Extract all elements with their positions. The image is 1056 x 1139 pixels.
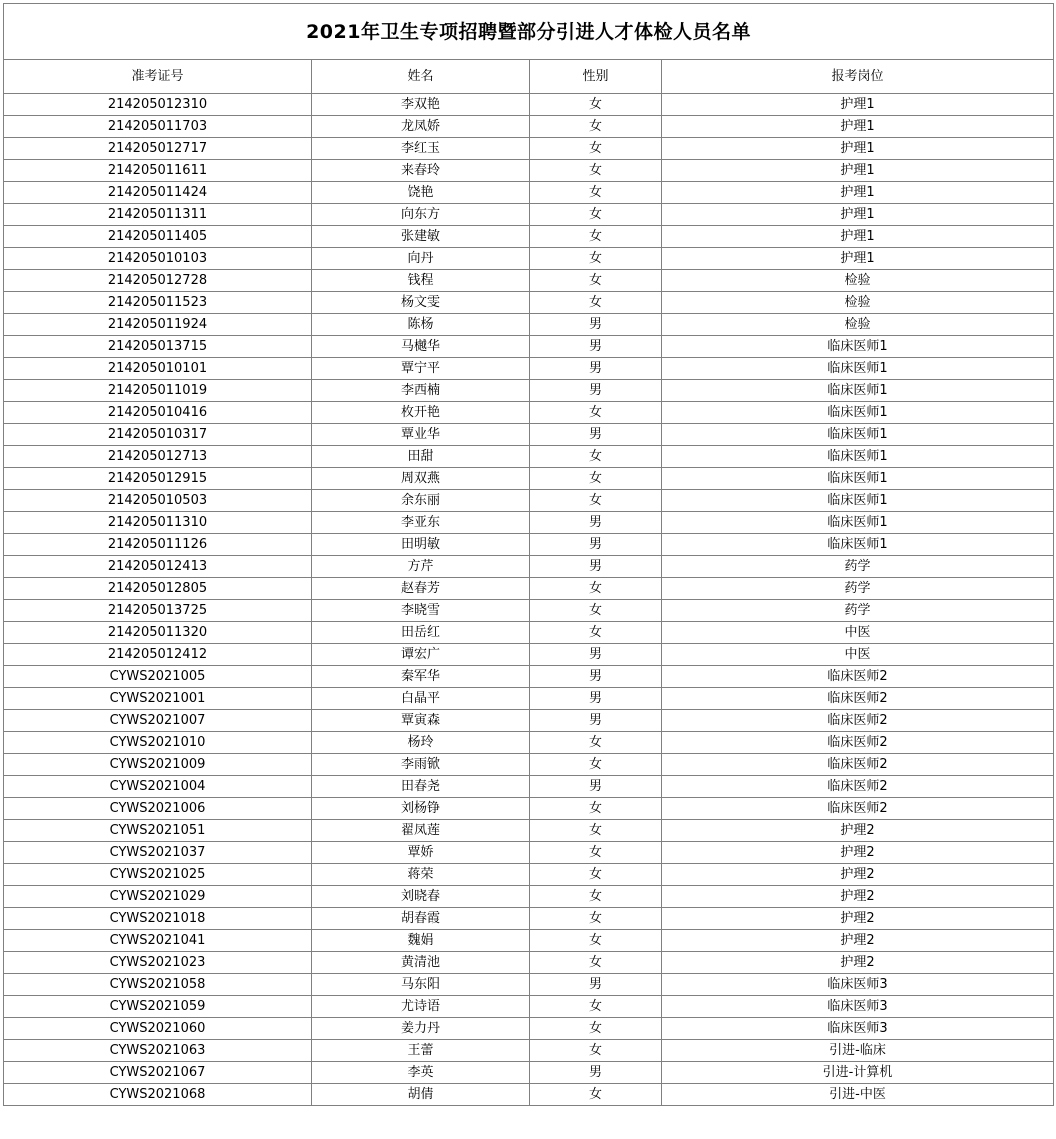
- exam-id-cell: CYWS2021018: [4, 908, 312, 930]
- gender-cell: 男: [530, 644, 662, 666]
- gender-cell: 男: [530, 424, 662, 446]
- exam-id-cell: 214205010101: [4, 358, 312, 380]
- table-row: [4, 754, 1054, 776]
- exam-id-cell: 214205011405: [4, 226, 312, 248]
- gender-cell: 女: [530, 754, 662, 776]
- gender-cell: 女: [530, 578, 662, 600]
- gender-cell: 男: [530, 666, 662, 688]
- name-cell: 胡春霞: [312, 908, 530, 930]
- position-cell: 药学: [662, 600, 1054, 622]
- gender-cell: 女: [530, 798, 662, 820]
- name-cell: 刘杨铮: [312, 798, 530, 820]
- name-cell: 胡倩: [312, 1084, 530, 1106]
- table-row: [4, 710, 1054, 732]
- position-cell: 临床医师1: [662, 402, 1054, 424]
- position-cell: 护理1: [662, 204, 1054, 226]
- name-cell: 向东方: [312, 204, 530, 226]
- table-row: [4, 952, 1054, 974]
- gender-cell: 女: [530, 292, 662, 314]
- name-cell: 李晓雪: [312, 600, 530, 622]
- gender-cell: 女: [530, 820, 662, 842]
- exam-id-cell: CYWS2021067: [4, 1062, 312, 1084]
- table-row: [4, 600, 1054, 622]
- position-cell: 护理2: [662, 864, 1054, 886]
- exam-id-cell: CYWS2021010: [4, 732, 312, 754]
- position-cell: 临床医师3: [662, 974, 1054, 996]
- gender-cell: 女: [530, 182, 662, 204]
- exam-id-cell: 214205010503: [4, 490, 312, 512]
- position-cell: 引进-计算机: [662, 1062, 1054, 1084]
- gender-cell: 女: [530, 1084, 662, 1106]
- gender-cell: 男: [530, 380, 662, 402]
- exam-id-cell: CYWS2021009: [4, 754, 312, 776]
- table-row: [4, 556, 1054, 578]
- gender-cell: 女: [530, 248, 662, 270]
- table-row: [4, 490, 1054, 512]
- position-cell: 护理1: [662, 160, 1054, 182]
- position-cell: 临床医师3: [662, 1018, 1054, 1040]
- name-cell: 马东阳: [312, 974, 530, 996]
- exam-id-cell: 214205013715: [4, 336, 312, 358]
- gender-cell: 女: [530, 468, 662, 490]
- name-cell: 白晶平: [312, 688, 530, 710]
- position-cell: 药学: [662, 578, 1054, 600]
- position-cell: 临床医师1: [662, 336, 1054, 358]
- exam-id-cell: CYWS2021060: [4, 1018, 312, 1040]
- exam-id-cell: 214205011703: [4, 116, 312, 138]
- gender-cell: 男: [530, 974, 662, 996]
- gender-cell: 女: [530, 1040, 662, 1062]
- name-cell: 李红玉: [312, 138, 530, 160]
- column-header-name: 姓名: [312, 60, 530, 94]
- table-row: [4, 182, 1054, 204]
- gender-cell: 女: [530, 864, 662, 886]
- table-row: [4, 578, 1054, 600]
- gender-cell: 女: [530, 160, 662, 182]
- position-cell: 护理1: [662, 248, 1054, 270]
- exam-id-cell: CYWS2021004: [4, 776, 312, 798]
- position-cell: 引进-临床: [662, 1040, 1054, 1062]
- gender-cell: 女: [530, 908, 662, 930]
- exam-id-cell: 214205010317: [4, 424, 312, 446]
- position-cell: 临床医师2: [662, 798, 1054, 820]
- table-row: [4, 534, 1054, 556]
- gender-cell: 男: [530, 710, 662, 732]
- gender-cell: 男: [530, 556, 662, 578]
- name-cell: 覃业华: [312, 424, 530, 446]
- name-cell: 黄清池: [312, 952, 530, 974]
- exam-id-cell: CYWS2021001: [4, 688, 312, 710]
- exam-id-cell: 214205011019: [4, 380, 312, 402]
- position-cell: 引进-中医: [662, 1084, 1054, 1106]
- name-cell: 尤诗语: [312, 996, 530, 1018]
- table-row: [4, 468, 1054, 490]
- gender-cell: 女: [530, 996, 662, 1018]
- gender-cell: 女: [530, 402, 662, 424]
- table-row: [4, 116, 1054, 138]
- exam-id-cell: 214205011523: [4, 292, 312, 314]
- exam-id-cell: 214205011310: [4, 512, 312, 534]
- exam-id-cell: CYWS2021051: [4, 820, 312, 842]
- name-cell: 杨玲: [312, 732, 530, 754]
- name-cell: 余东丽: [312, 490, 530, 512]
- gender-cell: 女: [530, 842, 662, 864]
- name-cell: 龙凤娇: [312, 116, 530, 138]
- name-cell: 李英: [312, 1062, 530, 1084]
- name-cell: 向丹: [312, 248, 530, 270]
- gender-cell: 女: [530, 732, 662, 754]
- position-cell: 临床医师1: [662, 358, 1054, 380]
- name-cell: 覃娇: [312, 842, 530, 864]
- table-row: [4, 930, 1054, 952]
- position-cell: 护理1: [662, 138, 1054, 160]
- exam-id-cell: CYWS2021023: [4, 952, 312, 974]
- gender-cell: 男: [530, 358, 662, 380]
- name-cell: 来春玲: [312, 160, 530, 182]
- table-row: [4, 314, 1054, 336]
- position-cell: 临床医师2: [662, 666, 1054, 688]
- position-cell: 药学: [662, 556, 1054, 578]
- exam-id-cell: 214205012412: [4, 644, 312, 666]
- exam-id-cell: 214205012805: [4, 578, 312, 600]
- table-row: [4, 974, 1054, 996]
- gender-cell: 男: [530, 512, 662, 534]
- table-row: [4, 776, 1054, 798]
- position-cell: 护理2: [662, 820, 1054, 842]
- gender-cell: 男: [530, 336, 662, 358]
- name-cell: 谭宏广: [312, 644, 530, 666]
- gender-cell: 女: [530, 94, 662, 116]
- table-row: [4, 512, 1054, 534]
- table-row: [4, 226, 1054, 248]
- position-cell: 检验: [662, 292, 1054, 314]
- exam-id-cell: 214205010103: [4, 248, 312, 270]
- table-row: [4, 1018, 1054, 1040]
- position-cell: 护理1: [662, 94, 1054, 116]
- name-cell: 李雨锨: [312, 754, 530, 776]
- position-cell: 护理2: [662, 908, 1054, 930]
- name-cell: 魏娟: [312, 930, 530, 952]
- name-cell: 饶艳: [312, 182, 530, 204]
- table-row: [4, 842, 1054, 864]
- position-cell: 护理2: [662, 952, 1054, 974]
- gender-cell: 女: [530, 952, 662, 974]
- name-cell: 秦军华: [312, 666, 530, 688]
- position-cell: 临床医师1: [662, 424, 1054, 446]
- position-cell: 临床医师2: [662, 732, 1054, 754]
- table-row: [4, 732, 1054, 754]
- gender-cell: 女: [530, 446, 662, 468]
- gender-cell: 男: [530, 314, 662, 336]
- position-cell: 临床医师3: [662, 996, 1054, 1018]
- name-cell: 周双燕: [312, 468, 530, 490]
- gender-cell: 女: [530, 622, 662, 644]
- position-cell: 临床医师1: [662, 468, 1054, 490]
- name-cell: 杨文雯: [312, 292, 530, 314]
- table-row: [4, 138, 1054, 160]
- name-cell: 马樾华: [312, 336, 530, 358]
- table-row: [4, 402, 1054, 424]
- table-row: [4, 160, 1054, 182]
- position-cell: 临床医师1: [662, 534, 1054, 556]
- gender-cell: 男: [530, 688, 662, 710]
- exam-id-cell: CYWS2021007: [4, 710, 312, 732]
- table-row: [4, 248, 1054, 270]
- position-cell: 临床医师1: [662, 490, 1054, 512]
- name-cell: 陈杨: [312, 314, 530, 336]
- table-row: [4, 886, 1054, 908]
- position-cell: 护理1: [662, 182, 1054, 204]
- name-cell: 姜力丹: [312, 1018, 530, 1040]
- table-row: [4, 446, 1054, 468]
- name-cell: 赵春芳: [312, 578, 530, 600]
- table-row: [4, 270, 1054, 292]
- name-cell: 田甜: [312, 446, 530, 468]
- name-cell: 钱程: [312, 270, 530, 292]
- exam-id-cell: 214205012310: [4, 94, 312, 116]
- gender-cell: 女: [530, 138, 662, 160]
- exam-id-cell: CYWS2021005: [4, 666, 312, 688]
- name-cell: 王蕾: [312, 1040, 530, 1062]
- name-cell: 田春尧: [312, 776, 530, 798]
- position-cell: 护理2: [662, 842, 1054, 864]
- exam-id-cell: CYWS2021037: [4, 842, 312, 864]
- column-header-exam-id: 准考证号: [4, 60, 312, 94]
- position-cell: 护理1: [662, 226, 1054, 248]
- position-cell: 临床医师1: [662, 446, 1054, 468]
- position-cell: 检验: [662, 314, 1054, 336]
- position-cell: 护理2: [662, 930, 1054, 952]
- table-row: [4, 380, 1054, 402]
- exam-id-cell: CYWS2021068: [4, 1084, 312, 1106]
- table-row: [4, 424, 1054, 446]
- name-cell: 覃宁平: [312, 358, 530, 380]
- exam-id-cell: 214205012728: [4, 270, 312, 292]
- gender-cell: 女: [530, 204, 662, 226]
- name-cell: 李亚东: [312, 512, 530, 534]
- gender-cell: 女: [530, 226, 662, 248]
- position-cell: 临床医师1: [662, 380, 1054, 402]
- exam-id-cell: 214205011924: [4, 314, 312, 336]
- exam-id-cell: CYWS2021058: [4, 974, 312, 996]
- table-row: [4, 1084, 1054, 1106]
- gender-cell: 女: [530, 930, 662, 952]
- column-header-position: 报考岗位: [662, 60, 1054, 94]
- name-cell: 蒋荣: [312, 864, 530, 886]
- exam-id-cell: 214205010416: [4, 402, 312, 424]
- gender-cell: 男: [530, 534, 662, 556]
- exam-id-cell: 214205012717: [4, 138, 312, 160]
- table-row: [4, 908, 1054, 930]
- name-cell: 田岳红: [312, 622, 530, 644]
- table-row: [4, 996, 1054, 1018]
- name-cell: 翟凤莲: [312, 820, 530, 842]
- position-cell: 护理1: [662, 116, 1054, 138]
- table-row: [4, 622, 1054, 644]
- table-row: [4, 798, 1054, 820]
- position-cell: 护理2: [662, 886, 1054, 908]
- position-cell: 临床医师2: [662, 754, 1054, 776]
- exam-id-cell: CYWS2021041: [4, 930, 312, 952]
- position-cell: 临床医师2: [662, 688, 1054, 710]
- exam-id-cell: 214205012915: [4, 468, 312, 490]
- column-header-gender: 性别: [530, 60, 662, 94]
- gender-cell: 女: [530, 490, 662, 512]
- exam-id-cell: 214205011424: [4, 182, 312, 204]
- table-header-row: [4, 60, 1054, 94]
- table-row: [4, 644, 1054, 666]
- position-cell: 临床医师1: [662, 512, 1054, 534]
- position-cell: 临床医师2: [662, 710, 1054, 732]
- position-cell: 中医: [662, 622, 1054, 644]
- name-cell: 覃寅森: [312, 710, 530, 732]
- name-cell: 刘晓春: [312, 886, 530, 908]
- position-cell: 临床医师2: [662, 776, 1054, 798]
- gender-cell: 男: [530, 776, 662, 798]
- exam-id-cell: CYWS2021006: [4, 798, 312, 820]
- gender-cell: 女: [530, 1018, 662, 1040]
- table-row: [4, 1062, 1054, 1084]
- name-cell: 李双艳: [312, 94, 530, 116]
- table-row: [4, 688, 1054, 710]
- exam-id-cell: 214205013725: [4, 600, 312, 622]
- exam-id-cell: 214205012413: [4, 556, 312, 578]
- table-row: [4, 358, 1054, 380]
- examinee-table: [3, 3, 1054, 1106]
- table-row: [4, 292, 1054, 314]
- table-row: [4, 666, 1054, 688]
- table-row: [4, 1040, 1054, 1062]
- gender-cell: 男: [530, 1062, 662, 1084]
- gender-cell: 女: [530, 116, 662, 138]
- gender-cell: 女: [530, 600, 662, 622]
- gender-cell: 女: [530, 886, 662, 908]
- exam-id-cell: 214205011126: [4, 534, 312, 556]
- position-cell: 检验: [662, 270, 1054, 292]
- page-title: 2021年卫生专项招聘暨部分引进人才体检人员名单: [4, 4, 1054, 60]
- table-row: [4, 94, 1054, 116]
- table-row: [4, 820, 1054, 842]
- exam-id-cell: 214205011311: [4, 204, 312, 226]
- name-cell: 方芹: [312, 556, 530, 578]
- exam-id-cell: CYWS2021063: [4, 1040, 312, 1062]
- exam-id-cell: 214205011611: [4, 160, 312, 182]
- name-cell: 枚开艳: [312, 402, 530, 424]
- table-row: [4, 204, 1054, 226]
- position-cell: 中医: [662, 644, 1054, 666]
- table-row: [4, 336, 1054, 358]
- name-cell: 李西楠: [312, 380, 530, 402]
- exam-id-cell: 214205011320: [4, 622, 312, 644]
- table-row: [4, 864, 1054, 886]
- exam-id-cell: 214205012713: [4, 446, 312, 468]
- exam-id-cell: CYWS2021029: [4, 886, 312, 908]
- exam-id-cell: CYWS2021025: [4, 864, 312, 886]
- name-cell: 张建敏: [312, 226, 530, 248]
- name-cell: 田明敏: [312, 534, 530, 556]
- gender-cell: 女: [530, 270, 662, 292]
- exam-id-cell: CYWS2021059: [4, 996, 312, 1018]
